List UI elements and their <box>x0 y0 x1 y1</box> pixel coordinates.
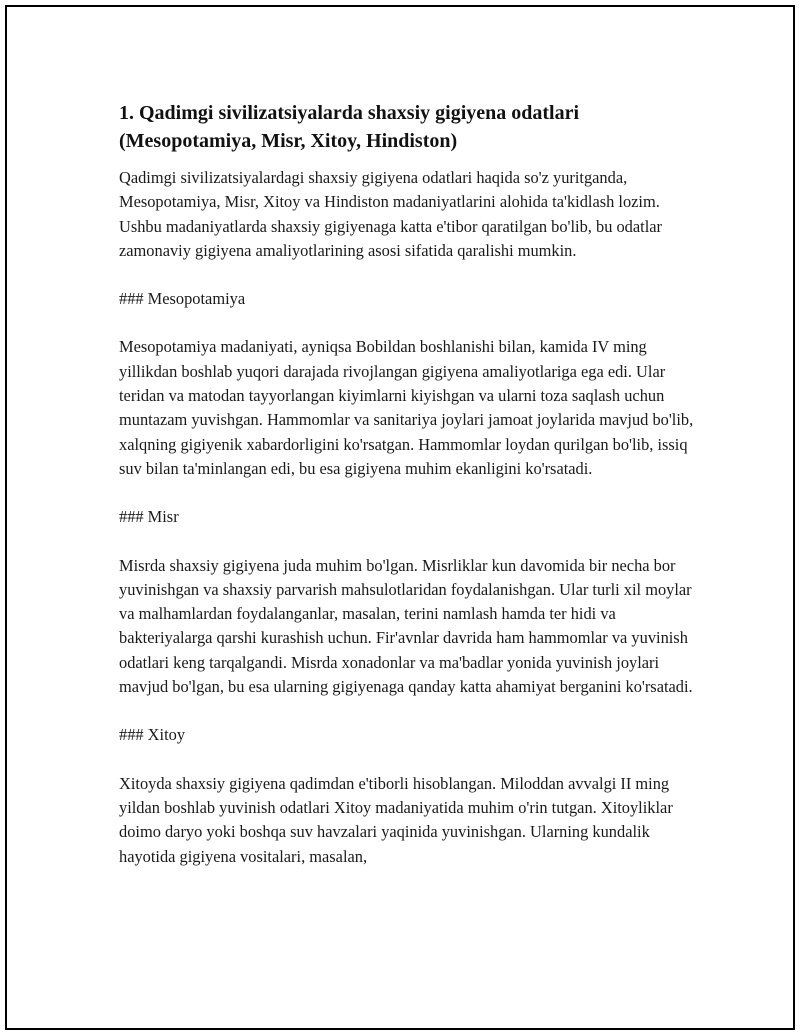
page-frame <box>5 5 795 1030</box>
section-heading-misr: ### Misr <box>119 507 179 527</box>
document-body <box>119 99 699 893</box>
section-text-mesopotamiya: Mesopotamiya madaniyati, ayniqsa Bobildan boshlanishi bilan, kamida IV ming yillikdan boshlab yuqori darajada rivojlangan gigiyena amaliyotlariga ega edi. Ular teridan va matodan tayyorlangan kiyimlarni kiyishgan va ularni toza saqlash uchun muntazam yuvishgan. Hammomlar va sanitariya joylari jamoat joylarida mavjud bo'lib, xalqning gigiyenik xabardorligini ko'rsatgan. Hammomlar loydan qurilgan bo'lib, issiq suv bilan ta'minlangan edi, bu esa gigiyena muhim ekanligini ko'rsatadi. <box>119 337 694 478</box>
intro-paragraph: Qadimgi sivilizatsiyalardagi shaxsiy gigiyena odatlari haqida so'z yuritganda, Mesopotamiya, Misr, Xitoy va Hindiston madaniyatlarini alohida ta'kidlash lozim. Ushbu madaniyatlarda shaxsiy gigiyenaga katta e'tibor qaratilgan bo'lib, bu odatlar zamonaviy gigiyena amaliyotlarining asosi sifatida qaralishi mumkin. <box>119 168 662 260</box>
section-text-misr: Misrda shaxsiy gigiyena juda muhim bo'lgan. Misrliklar kun davomida bir necha bor yuvinishgan va shaxsiy parvarish mahsulotlaridan foydalanishgan. Ular turli xil moylar va malhamlardan foydalanganlar, masalan, terini namlash hamda ter hidi va bakteriyalarga qarshi kurashish uchun. Fir'avnlar davrida ham hammomlar va yuvinish odatlari keng tarqalgandi. Misrda xonadonlar va ma'badlar yonida yuvinish joylari mavjud bo'lgan, bu esa ularning gigiyenaga qanday katta ahamiyat berganini ko'rsatadi. <box>119 555 693 697</box>
document-title: 1. Qadimgi sivilizatsiyalarda shaxsiy gigiyena odatlari (Mesopotamiya, Misr, Xitoy, Hindiston) <box>119 102 580 152</box>
section-heading-mesopotamiya: ### Mesopotamiya <box>119 289 246 309</box>
section-heading-xitoy: ### Xitoy <box>119 725 186 745</box>
section-text-xitoy: Xitoyda shaxsiy gigiyena qadimdan e'tiborli hisoblangan. Miloddan avvalgi II ming yildan boshlab yuvinish odatlari Xitoy madaniyatida muhim o'rin tutgan. Xitoyliklar doimo daryo yoki boshqa suv havzalari yaqinida yuvinishgan. Ularning kundalik hayotida gigiyena vositalari, masalan, <box>119 773 673 866</box>
